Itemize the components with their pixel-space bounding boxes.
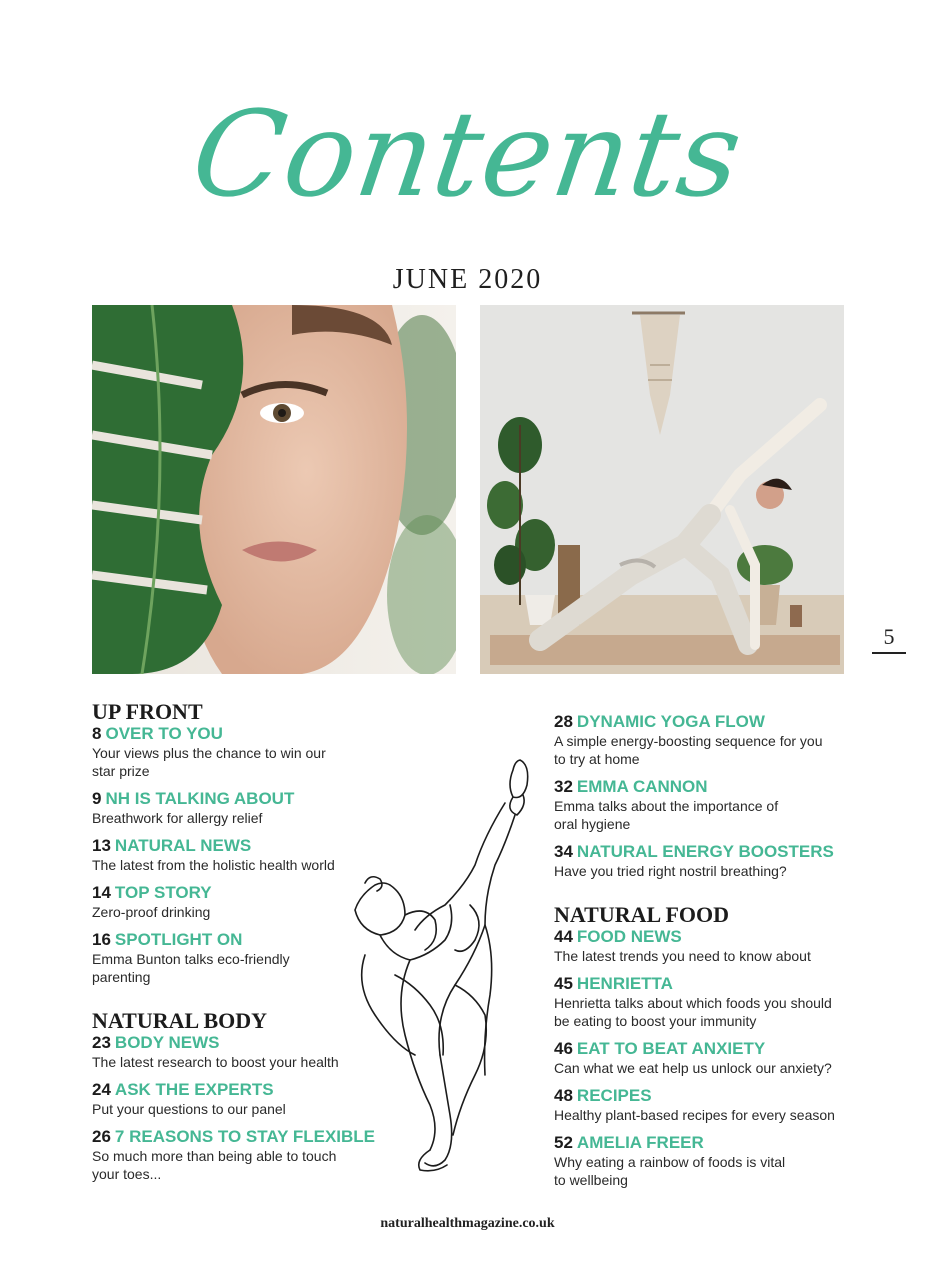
entry-title: AMELIA FREER xyxy=(576,1133,704,1152)
entry-title: SPOTLIGHT ON xyxy=(114,930,243,949)
page-number: 5 xyxy=(872,624,906,654)
contents-right-column xyxy=(554,712,854,1198)
entry-description: So much more than being able to touch your toes... xyxy=(92,1148,337,1182)
entry-page-number: 52 xyxy=(554,1133,573,1152)
entry-description: Emma Bunton talks eco-friendly parenting xyxy=(92,951,290,985)
woman-leaf-photo xyxy=(92,305,456,674)
entry-page-number: 23 xyxy=(92,1033,111,1052)
entry-page-number: 28 xyxy=(554,712,573,731)
section-heading-natural-body: NATURAL BODY xyxy=(92,1008,268,1033)
entry-page-number: 8 xyxy=(92,724,102,743)
section-heading-natural-food: NATURAL FOOD xyxy=(554,902,729,927)
entry-page-number: 44 xyxy=(554,927,573,946)
contents-entry[interactable] xyxy=(554,1133,854,1189)
entry-description: Breathwork for allergy relief xyxy=(92,810,263,826)
entry-description: Have you tried right nostril breathing? xyxy=(554,863,787,879)
contents-entry[interactable] xyxy=(554,712,854,768)
entry-title: HENRIETTA xyxy=(576,974,673,993)
contents-entry[interactable] xyxy=(554,1086,854,1124)
entry-title: NATURAL ENERGY BOOSTERS xyxy=(576,842,834,861)
entry-page-number: 48 xyxy=(554,1086,573,1105)
page-title: Contents xyxy=(184,85,751,223)
line-art-yoga-figure xyxy=(335,755,535,1175)
entry-description: Can what we eat help us unlock our anxiety? xyxy=(554,1060,832,1076)
entry-description: The latest trends you need to know about xyxy=(554,948,811,964)
entry-page-number: 46 xyxy=(554,1039,573,1058)
entry-title: TOP STORY xyxy=(114,883,212,902)
entry-page-number: 13 xyxy=(92,836,111,855)
entry-title: NH IS TALKING ABOUT xyxy=(105,789,295,808)
entry-description: Healthy plant-based recipes for every season xyxy=(554,1107,835,1123)
contents-entry[interactable] xyxy=(554,842,854,880)
entry-description: The latest from the holistic health world xyxy=(92,857,335,873)
contents-entry[interactable] xyxy=(554,777,854,833)
entry-title: OVER TO YOU xyxy=(105,724,223,743)
entry-title: ASK THE EXPERTS xyxy=(114,1080,274,1099)
footer-url: naturalhealthmagazine.co.uk xyxy=(380,1216,555,1231)
entry-description: Zero-proof drinking xyxy=(92,904,211,920)
contents-entry[interactable] xyxy=(554,927,854,965)
entry-title: EMMA CANNON xyxy=(576,777,708,796)
entry-page-number: 9 xyxy=(92,789,102,808)
entry-description: Your views plus the chance to win our star prize xyxy=(92,745,326,779)
entry-description: Why eating a rainbow of foods is vital to wellbeing xyxy=(554,1154,786,1188)
entry-page-number: 24 xyxy=(92,1080,111,1099)
entry-page-number: 14 xyxy=(92,883,111,902)
entry-description: Put your questions to our panel xyxy=(92,1101,286,1117)
yoga-pose-photo xyxy=(480,305,844,674)
entry-page-number: 26 xyxy=(92,1127,111,1146)
entry-page-number: 34 xyxy=(554,842,573,861)
entry-title: BODY NEWS xyxy=(114,1033,220,1052)
entry-title: 7 REASONS TO STAY FLEXIBLE xyxy=(114,1127,376,1146)
entry-description: Emma talks about the importance of oral hygiene xyxy=(554,798,779,832)
section-heading-up-front: UP FRONT xyxy=(92,699,203,724)
entry-title: FOOD NEWS xyxy=(576,927,682,946)
entry-page-number: 45 xyxy=(554,974,573,993)
entry-description: Henrietta talks about which foods you should be eating to boost your immunity xyxy=(554,995,832,1029)
contents-entry[interactable] xyxy=(554,974,854,1030)
entry-title: EAT TO BEAT ANXIETY xyxy=(576,1039,766,1058)
entry-title: RECIPES xyxy=(576,1086,652,1105)
contents-entry[interactable] xyxy=(554,1039,854,1077)
entry-page-number: 16 xyxy=(92,930,111,949)
entry-description: The latest research to boost your health xyxy=(92,1054,339,1070)
entry-page-number: 32 xyxy=(554,777,573,796)
entry-description: A simple energy-boosting sequence for you to try at home xyxy=(554,733,823,767)
issue-date: JUNE 2020 xyxy=(392,264,543,295)
entry-title: NATURAL NEWS xyxy=(114,836,252,855)
entry-title: DYNAMIC YOGA FLOW xyxy=(576,712,765,731)
